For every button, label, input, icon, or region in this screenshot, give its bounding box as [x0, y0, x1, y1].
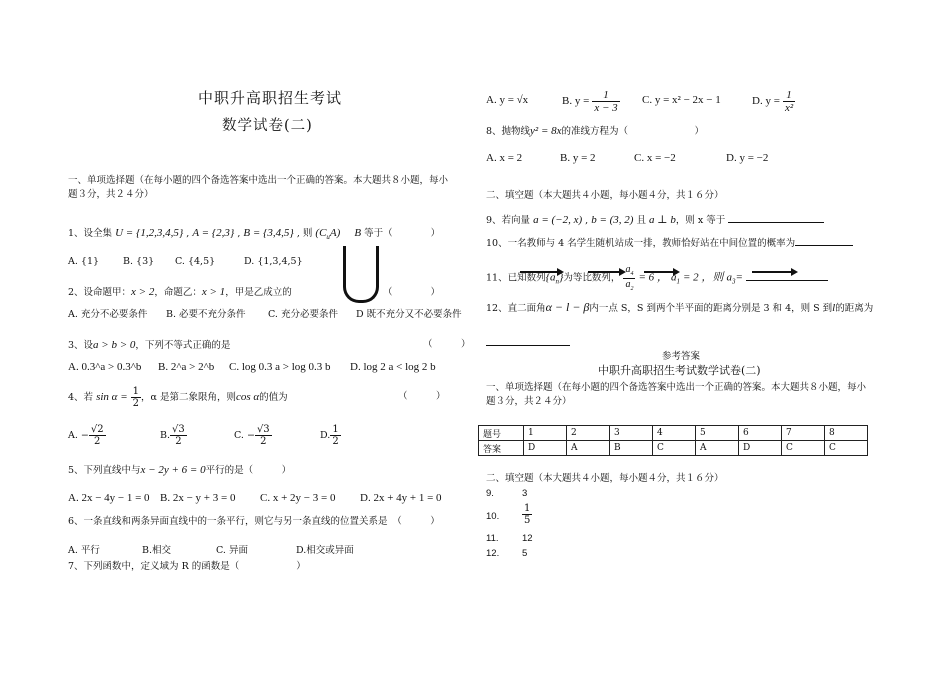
fill-answer-11-value: 12 — [522, 533, 533, 544]
fill-answer-11: 11. — [486, 533, 499, 544]
q8-eq: y² = 8x — [530, 125, 562, 137]
q2-option-b: B. 必要不充分条件 — [166, 309, 246, 320]
table-cell: C — [653, 441, 696, 456]
question-1: 1、设全集 U = {1,2,3,4,5} , A = {2,3} , B = {3,4,5} , 则 $(C_uA)$ B 等于（ ） — [68, 227, 441, 241]
answer-table — [478, 425, 868, 456]
q2-tail: ，甲是乙成立的 — [225, 287, 292, 298]
table-cell: 8 — [825, 426, 868, 441]
q10-blank[interactable] — [795, 236, 853, 246]
q11-den-sub: 2 — [630, 285, 634, 292]
q4-opt-d-label: D. — [320, 430, 331, 441]
fill-answer-9-value: 3 — [522, 488, 528, 499]
reference-heading: 参考答案 — [662, 351, 701, 362]
q9-blank[interactable] — [728, 213, 824, 223]
q12-l: l — [832, 302, 836, 314]
question-4 — [68, 386, 288, 409]
q1-b: B — [354, 227, 362, 239]
q8-option-a: A. x = 2 — [486, 152, 523, 164]
q10-text: 10、一名教师与 4 名学生随机站成一排，教师恰好站在中间位置的概率为 — [486, 238, 796, 249]
fill-10-num: 1 — [524, 503, 531, 514]
q1-set-a: A = {2,3} — [192, 227, 235, 239]
q1-expr: (C — [315, 227, 327, 239]
question-10 — [486, 236, 853, 250]
q11-eq: = 6 ， — [638, 271, 668, 284]
q1-set-u: U = {1,2,3,4,5} — [115, 227, 184, 239]
reference-title: 中职升高职招生考试数学试卷(二) — [598, 364, 761, 377]
q11-a3: a — [726, 271, 732, 284]
q4-tail: ，α 是第二象限角，则 — [141, 392, 236, 403]
q12-tail: 内一点 S，S 到两个半平面的距离分别是 3 和 4，则 S 到 — [589, 303, 833, 314]
q8-text: 8、抛物线 — [486, 126, 531, 137]
q4-sin: sin α = — [96, 391, 128, 403]
question-3 — [68, 339, 230, 352]
q7-option-c: C. y = x² − 2x − 1 — [642, 94, 721, 106]
table-cell: 1 — [524, 426, 567, 441]
q3-option-d: D. log 2 a < log 2 b — [350, 361, 436, 373]
q4-opt-a-num: √2 — [90, 424, 104, 435]
q4-option-d — [320, 424, 341, 447]
q6-option-a: A. 平行 — [68, 545, 100, 556]
q4-opt-b-den: 2 — [175, 436, 182, 447]
table-cell: C — [782, 441, 825, 456]
table-cell: A — [567, 441, 610, 456]
q7-opt-b-num: 1 — [592, 89, 619, 102]
q11-num: a — [625, 264, 631, 275]
q7-opt-d-den: x² — [784, 102, 794, 115]
q11-seq-sub: n — [555, 277, 559, 286]
q1-sub: u — [326, 232, 330, 241]
arrow-decoration-3 — [644, 271, 674, 273]
table-cell: 4 — [653, 426, 696, 441]
q1-text: 1、设全集 — [68, 228, 113, 239]
fill-answer-10-value — [522, 503, 532, 526]
q2-text: 2、设命题甲： — [68, 287, 132, 298]
q4-text: 4、若 — [68, 392, 94, 403]
q1-expr2: A) — [329, 227, 341, 239]
question-7: 7、下列函数中，定义域为 R 的函数是（ ） — [68, 561, 306, 572]
q7-option-a: A. y = √x — [486, 94, 529, 106]
q5-option-d: D. 2x + 4y + 1 = 0 — [360, 492, 442, 504]
q9-vec-a: a = (−2, x) — [533, 214, 583, 226]
q11-seq-end: } — [559, 271, 564, 284]
fill-answer-12: 12. — [486, 548, 500, 559]
q4-option-a — [68, 424, 106, 447]
table-row-label: 答案 — [479, 441, 524, 456]
section1-heading-cont: 题３分，共２４分） — [68, 189, 154, 200]
q1-tail: 等于（ ） — [364, 228, 441, 239]
q8-option-b: B. y = 2 — [560, 152, 596, 164]
q9-vec-b: b = (3, 2) — [591, 214, 634, 226]
table-cell: C — [825, 441, 868, 456]
q11-den: a — [625, 278, 631, 290]
q2-option-d: D 既不充分又不必要条件 — [356, 309, 462, 320]
q1-option-a: A. {1} — [68, 256, 100, 267]
q4-paren: （ ） — [398, 391, 446, 402]
q5-text: 5、下列直线中与 — [68, 465, 141, 476]
q11-a3-sub: 3 — [731, 277, 736, 286]
section1-heading: 一、单项选择题（在每小题的四个备选答案中选出一个正确的答案。本大题共８小题，每小 — [68, 175, 449, 186]
q7-opt-d-label: D. y = — [752, 95, 780, 108]
q11-seq: {a — [545, 271, 556, 284]
q4-option-b — [160, 424, 187, 447]
q11-num-sub: 4 — [630, 271, 634, 277]
table-cell: 5 — [696, 426, 739, 441]
fill-answer-12-value: 5 — [522, 548, 528, 559]
q4-cos: cos α — [235, 391, 260, 403]
q2-cond2: x > 1 — [201, 286, 226, 298]
table-row-label: 题号 — [479, 426, 524, 441]
fill-10-den: 5 — [524, 515, 531, 526]
q6-option-d: D.相交或异面 — [296, 545, 354, 556]
q3-text: 3、设 — [68, 340, 94, 351]
q9-tail: ，则 x 等于 — [675, 215, 726, 226]
q1-set-b: B = {3,4,5} — [243, 227, 294, 239]
q9-text: 9、若向量 — [486, 215, 531, 226]
exam-title: 中职升高职招生考试 — [198, 89, 343, 107]
q4-opt-c-label: C. − — [234, 430, 255, 441]
q4-opt-a-den: 2 — [94, 436, 101, 447]
q4-opt-c-num: √3 — [256, 424, 270, 435]
q12-angle: α − l − β — [545, 300, 590, 314]
arrow-decoration-1 — [520, 271, 558, 273]
q5-option-b: B. 2x − y + 3 = 0 — [160, 492, 236, 504]
q2-paren: （ ） — [383, 287, 441, 298]
fill-answer-10: 10. — [486, 511, 500, 522]
q11-a1-val: = 2 ，则 — [682, 271, 724, 284]
q3-paren: （ ） — [423, 339, 471, 350]
arrow-decoration-2 — [588, 271, 620, 273]
q2-option-c: C. 充分必要条件 — [268, 309, 338, 320]
q12-blank[interactable] — [486, 336, 570, 346]
question-9: 9、若向量 a = (−2, x) , b = (3, 2) 且 a ⊥ b，则 x 等于 — [486, 213, 824, 227]
fill-answer-9 — [486, 489, 494, 500]
q9-perp: a ⊥ b — [649, 214, 676, 226]
table-cell: 7 — [782, 426, 825, 441]
arrow-decoration-4 — [752, 271, 792, 273]
q3-tail: ，下列不等式正确的是 — [135, 340, 231, 351]
table-cell: A — [696, 441, 739, 456]
q11-text: 11、已知数列 — [486, 272, 546, 284]
reference-section1-cont: 题３分，共２４分） — [486, 396, 572, 407]
question-11 — [486, 264, 828, 292]
table-cell: D — [524, 441, 567, 456]
q3-option-b: B. 2^a > 2^b — [158, 361, 215, 373]
question-6: 6、一条直线和两条异面直线中的一条平行，则它与另一条直线的位置关系是 （ ） — [68, 516, 440, 527]
q4-opt-c-den: 2 — [260, 436, 267, 447]
table-cell: D — [739, 441, 782, 456]
q2-cond1: x > 2 — [131, 286, 155, 298]
q11-a3-eq: = — [735, 271, 743, 284]
table-row — [479, 441, 868, 456]
table-row — [479, 426, 868, 441]
q8-tail: 的准线方程为（ ） — [561, 126, 705, 137]
q5-option-a: A. 2x − 4y − 1 = 0 — [68, 492, 150, 504]
q2-option-a: A. 充分不必要条件 — [68, 309, 148, 320]
table-cell: 6 — [739, 426, 782, 441]
q3-option-c: C. log 0.3 a > log 0.3 b — [229, 361, 331, 373]
q1-option-d: D. {1,3,4,5} — [244, 256, 303, 267]
q9-mid: 且 — [636, 215, 646, 226]
reference-section2: 二、填空题（本大题共４小题，每小题４分，共１６分） — [486, 473, 724, 484]
q4-fraction — [131, 386, 141, 409]
q7-opt-d-num: 1 — [783, 89, 795, 102]
q11-a1: a — [670, 271, 677, 284]
question-12 — [486, 301, 873, 315]
q2-mid: ，命题乙： — [154, 287, 202, 298]
q12-tail2: 的距离为 — [835, 303, 874, 314]
q1-option-c: C. {4,5} — [175, 256, 216, 267]
q3-cond: a > b > 0 — [93, 339, 136, 351]
q12-answer-line — [486, 336, 570, 350]
q8-option-d: D. y = −2 — [726, 152, 769, 164]
question-8 — [486, 125, 704, 138]
reference-section1: 一、单项选择题（在每小题的四个备选答案中选出一个正确的答案。本大题共８小题，每小 — [486, 382, 867, 393]
q4-den: 2 — [132, 398, 140, 409]
q11-mid: 为等比数列， — [563, 272, 621, 284]
q6-option-b: B.相交 — [142, 545, 172, 556]
q4-opt-b-label: B. — [160, 430, 171, 441]
q7-option-b — [562, 89, 620, 114]
q4-tail2: 的值为 — [259, 392, 288, 403]
q8-option-c: C. x = −2 — [634, 152, 676, 164]
q6-option-c: C. 异面 — [216, 545, 248, 556]
table-cell: 3 — [610, 426, 653, 441]
q3-option-a: A. 0.3^a > 0.3^b — [68, 361, 142, 373]
fill-no: 9. — [486, 488, 494, 499]
q5-option-c: C. x + 2y − 3 = 0 — [260, 492, 336, 504]
q4-opt-a-label: A. − — [68, 430, 89, 441]
table-cell: 2 — [567, 426, 610, 441]
exam-subtitle: 数学试卷(二) — [222, 118, 313, 134]
q5-line: x − 2y + 6 = 0 — [140, 464, 206, 476]
question-5 — [68, 464, 291, 477]
q7-option-d — [752, 89, 795, 114]
section2-heading: 二、填空题（本大题共４小题，每小题４分，共１６分） — [486, 190, 724, 201]
union-symbol — [343, 246, 379, 303]
q7-opt-b-den: x − 3 — [594, 102, 618, 115]
question-2 — [68, 286, 292, 299]
q7-opt-b-label: B. y = — [562, 95, 590, 108]
q5-tail: 平行的是（ ） — [205, 465, 292, 476]
q4-option-c — [234, 424, 272, 447]
q4-opt-b-num: √3 — [172, 424, 185, 435]
q4-opt-d-num: 1 — [332, 424, 339, 435]
table-cell: B — [610, 441, 653, 456]
q12-text: 12、直二面角 — [486, 303, 546, 314]
q11-a1-sub: 1 — [676, 277, 680, 286]
q1-option-b: B. {3} — [123, 256, 155, 267]
q4-opt-d-den: 2 — [332, 436, 339, 447]
q4-num: 1 — [132, 386, 140, 397]
